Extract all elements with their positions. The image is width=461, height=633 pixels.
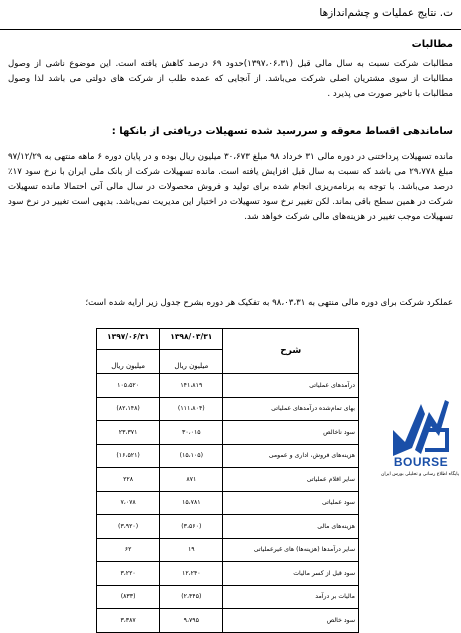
performance-table	[96, 328, 359, 633]
receivables-paragraph: مطالبات شرکت نسبت به سال مالی قبل (۱۳۹۷،۰۶،۳۱)حدود ۶۹ درصد کاهش یافته است. این موضوع ناشی از وصول مطالبات از سوی مشتریان اصلی شرکت می‌باشد. از آنجایی که عمده طلب از شرکت های دولتی می باشد لذا وصول مطالبات با تاخیر صورت می پذیرد .	[8, 59, 453, 99]
table-intro: عملکرد شرکت برای دوره مالی منتهی به ۹۸،۰۳،۳۱ به تفکیک هر دوره بشرح جدول زیر ارایه شده است؛	[85, 298, 453, 308]
row-label: سود خالص	[223, 609, 359, 633]
row-label: سود ناخالص	[223, 421, 359, 445]
bourse-logo-icon	[385, 390, 455, 460]
bourse-logo-subtitle: پایگاه اطلاع رسانی و تحلیلی بورس ایران	[381, 472, 459, 477]
row-value-1398: (۱۵،۱۰۵)	[160, 444, 223, 468]
header-date-1398: ۱۳۹۸/۰۳/۳۱	[160, 329, 223, 350]
row-value-1397: ۲۲۸	[97, 468, 160, 492]
row-value-1397: ۳،۳۸۷	[97, 609, 160, 633]
row-value-1397: ۱۰۵،۵۲۰	[97, 374, 160, 398]
row-label: سایر درآمدها (هزینه‌ها) های غیرعملیاتی	[223, 538, 359, 562]
table-row	[97, 421, 359, 445]
table-row	[97, 609, 359, 633]
row-value-1398: ۱۹	[160, 538, 223, 562]
row-label: هزینه‌های فروش، اداری و عمومی	[223, 444, 359, 468]
row-value-1398: (۱۱۱،۸۰۴)	[160, 397, 223, 421]
table-row	[97, 515, 359, 539]
header-unit-1398: میلیون ریال	[160, 350, 223, 374]
table-header-row	[97, 329, 359, 350]
table-row	[97, 397, 359, 421]
table-row	[97, 562, 359, 586]
row-value-1398: ۱۲،۲۴۰	[160, 562, 223, 586]
row-value-1397: (۳،۹۲۰)	[97, 515, 160, 539]
row-value-1398: ۹،۷۹۵	[160, 609, 223, 633]
section-title: ت. نتایج عملیات و چشم‌اندازها	[319, 7, 453, 19]
row-value-1398: (۳،۵۶۰)	[160, 515, 223, 539]
loans-paragraph: مانده تسهیلات پرداختنی در دوره مالی ۳۱ خرداد ۹۸ مبلغ ۳۰،۶۷۳ میلیون ریال بوده و در پایان دوره ۶ ماهه منتهی به ۹۷/۱۲/۲۹ مبلغ ۲۹،۷۷۸ می باشد که نسبت به سال قبل افزایش یافته است. مانده تسهیلات شرکت از بانک ملی ایران با نرخ سود ۱۷٪ درصد می‌باشد. با توجه به برنامه‌ریزی انجام شده برای تولید و فروش محصولات در سال مالی آتی احتمالا مانده تسهیلات شرکت در همین سطح باقی بماند. لکن تغییر نرخ سود تسهیلات در اختیار این مدیریت نمی‌باشد. بدیهی است تغییر در نرخ سود تسهیلات موجب تغییر در هزینه‌های مالی شرکت خواهد شد.	[8, 152, 454, 222]
bourse-logo-text: BOURSE	[393, 455, 449, 469]
row-value-1398: ۱۵،۷۸۱	[160, 491, 223, 515]
header-description: شرح	[223, 329, 359, 374]
loans-heading: ساماندهی اقساط معوقه و سررسید شده تسهیلات دریافتی از بانکها :	[111, 126, 453, 137]
row-value-1398: ۱۴۱،۸۱۹	[160, 374, 223, 398]
row-label: سود عملیاتی	[223, 491, 359, 515]
row-value-1397: ۶۲	[97, 538, 160, 562]
table-row	[97, 491, 359, 515]
row-label: سود قبل از کسر مالیات	[223, 562, 359, 586]
table-row	[97, 538, 359, 562]
table-row	[97, 468, 359, 492]
row-value-1397: (۱۶،۵۲۱)	[97, 444, 160, 468]
row-label: درآمدهای عملیاتی	[223, 374, 359, 398]
row-label: مالیات بر درآمد	[223, 585, 359, 609]
row-value-1397: ۷،۰۷۸	[97, 491, 160, 515]
row-value-1397: (۸۳۳)	[97, 585, 160, 609]
receivables-heading: مطالبات	[411, 39, 453, 50]
table-row	[97, 374, 359, 398]
row-label: سایر اقلام عملیاتی	[223, 468, 359, 492]
table-row	[97, 444, 359, 468]
section-divider	[0, 29, 461, 30]
row-label: هزینه‌های مالی	[223, 515, 359, 539]
row-value-1398: ۳۰،۰۱۵	[160, 421, 223, 445]
row-value-1397: ۲۳،۳۷۱	[97, 421, 160, 445]
header-date-1397: ۱۳۹۷/۰۶/۳۱	[97, 329, 160, 350]
row-value-1397: ۳،۲۲۰	[97, 562, 160, 586]
row-value-1398: ۸۷۱	[160, 468, 223, 492]
table-row	[97, 585, 359, 609]
row-label: بهای تمام‌شده درآمدهای عملیاتی	[223, 397, 359, 421]
row-value-1397: (۸۲،۱۴۸)	[97, 397, 160, 421]
row-value-1398: (۲،۴۴۵)	[160, 585, 223, 609]
header-unit-1397: میلیون ریال	[97, 350, 160, 374]
